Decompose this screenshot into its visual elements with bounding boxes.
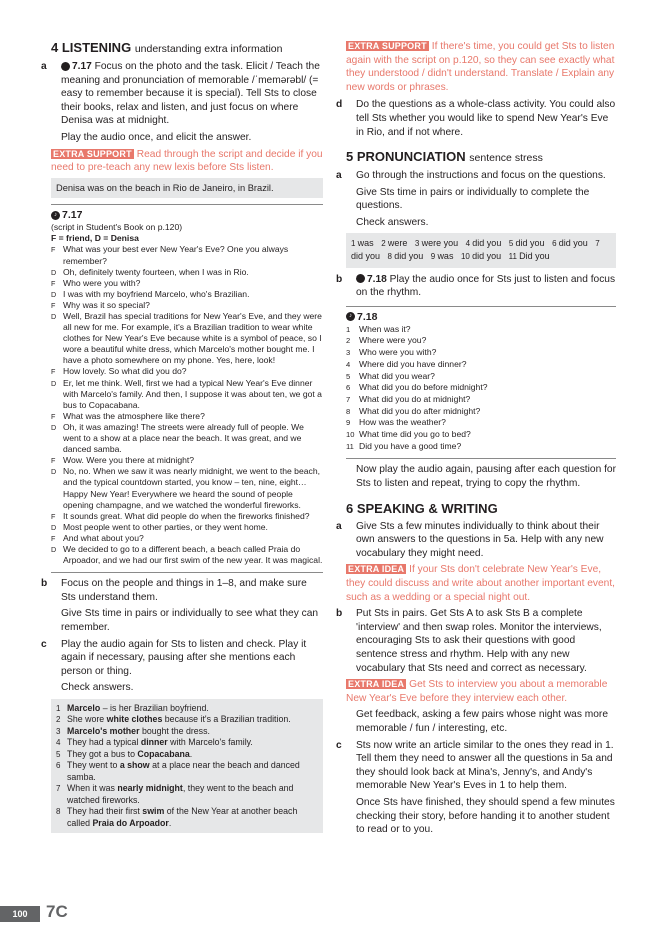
speaker-letter: D [51, 422, 57, 432]
script-line [51, 411, 323, 422]
answer-number: 6 [552, 238, 559, 248]
script-text: How was the weather? [359, 417, 446, 428]
script-text: No, no. When we saw it was nearly midnight, we went to the beach, and the typical countdown started, you know – ten, nine, eight…Happy New Year! Everywhere we heard the sound of people opening champagne, and we watched the wonderful fireworks. [63, 466, 320, 510]
script-line [346, 335, 616, 347]
answer-text: was [357, 237, 374, 248]
script-text: Why was it so special? [63, 299, 150, 310]
answer-text: Marcelo – is her Brazilian boyfriend. [67, 702, 209, 713]
script-line [346, 406, 616, 418]
page-number: 100 [0, 906, 40, 922]
answer-item [56, 760, 318, 783]
step-5a-3: Check answers. [356, 216, 429, 228]
answer-number: 4 [465, 238, 473, 248]
line-number: 8 [346, 406, 351, 416]
answer-text: They went to a show at a place near the beach and danced samba. [67, 760, 300, 782]
answer-text: did you [394, 251, 424, 262]
answer-item [509, 238, 545, 248]
line-number: 2 [346, 336, 351, 346]
answer-item [56, 806, 318, 829]
script-text: Who were you with? [63, 277, 141, 288]
script-line [346, 394, 616, 406]
script-718-heading: ♪ 7.18 [346, 311, 616, 324]
section-4-heading: 4 LISTENING understanding extra information [51, 40, 283, 55]
script-line [51, 278, 323, 289]
script-reference: (script in Student's Book on p.120) [51, 222, 183, 233]
answer-item [466, 238, 502, 248]
script-text: Where did you have dinner? [359, 358, 467, 369]
answer-item [56, 714, 318, 726]
extra-support-4: EXTRA SUPPORT Read through the script and decide if you need to pre-teach any new lexis before Sts listen. [51, 148, 323, 174]
extra-idea-1: EXTRA IDEA If your Sts don't celebrate New Year's Eve, they could discuss and write about another important event, such as a wedding or a special night out. [346, 564, 615, 603]
step-4b: b Focus on the people and things in 1–8, and make sure Sts understand them. [41, 578, 307, 603]
script-text: And what about you? [63, 532, 144, 543]
answer-text: Marcelo's mother bought the dress. [67, 725, 210, 736]
answer-text: They had their first swim of the New Year at another beach called Praia do Arpoador. [67, 806, 298, 828]
line-number: 5 [346, 371, 351, 381]
script-line [51, 267, 323, 278]
answer-item [552, 238, 588, 248]
script-line [51, 544, 323, 566]
script-text: What did you do before midnight? [359, 382, 488, 393]
answer-number: 8 [387, 252, 395, 262]
script-line [346, 429, 616, 441]
answer-text: did you [558, 237, 588, 248]
answer-item [56, 726, 318, 738]
answer-item [56, 737, 318, 749]
script-line [346, 417, 616, 429]
section-5-heading: 5 PRONUNCIATION sentence stress [346, 149, 543, 165]
answer-item [351, 238, 374, 248]
step-5b-after: Now play the audio again, pausing after each question for Sts to listen and repeat, trying to copy the rhythm. [356, 464, 616, 490]
script-line [51, 366, 323, 377]
script-line [51, 466, 323, 510]
extra-support-right: EXTRA SUPPORT If there's time, you could get Sts to listen again with the script on p.120, so they can see exactly what they understood / didn't understand. Translate / Explain any new words or phrases. [346, 41, 615, 93]
answer-number: 2 [381, 238, 388, 248]
script-line [51, 455, 323, 466]
audio-icon: ♪ [356, 274, 365, 283]
answer-number: 9 [430, 252, 438, 262]
answer-number: 1 [56, 703, 61, 713]
answer-item [56, 703, 318, 715]
answer-text: was [437, 251, 454, 262]
script-key: F = friend, D = Denisa [51, 233, 139, 244]
answer-text: did you [472, 237, 502, 248]
answer-item [56, 749, 318, 761]
speaker-letter: F [51, 300, 56, 310]
script-text: What was your best ever New Year's Eve? One you always remember? [63, 244, 289, 266]
speaker-letter: F [51, 533, 56, 543]
script-text: Most people went to other parties, or they went home. [63, 521, 268, 532]
step-5a-2: Give Sts time in pairs or individually to complete the questions. [356, 186, 590, 212]
script-text: Where were you? [359, 335, 427, 346]
line-number: 4 [346, 359, 351, 369]
script-text: What did you do at midnight? [359, 393, 471, 404]
answer-item [431, 251, 454, 261]
answer-number: 3 [414, 238, 422, 248]
answer-item [509, 251, 550, 261]
script-text: Who were you with? [359, 347, 437, 358]
extra-idea-2: EXTRA IDEA Get Sts to interview you about a memorable New Year's Eve before they interview each other. [346, 679, 608, 704]
answer-number: 4 [56, 738, 61, 748]
script-text: What did you do after midnight? [359, 405, 481, 416]
answer-text: were you [421, 237, 459, 248]
step-6c-2: Once Sts have finished, they should spend a few minutes checking their story, before handing it to another student to read or to you. [356, 796, 615, 836]
answer-number: 6 [56, 761, 61, 771]
answer-item [381, 238, 407, 248]
answer-item [56, 783, 318, 806]
line-number: 11 [346, 441, 354, 451]
answer-item [388, 251, 424, 261]
step-5b: b ♪ 7.18 Play the audio once for Sts just to listen and focus on the rhythm. [336, 273, 616, 299]
step-5a: a Go through the instructions and focus on the questions. [336, 170, 606, 182]
line-number: 1 [346, 324, 351, 334]
line-number: 9 [346, 418, 351, 428]
script-text: Oh, it was amazing! The streets were already full of people. We went to a show at a place near the beach. It was great, and we danced samba. [63, 421, 304, 455]
script-line [346, 371, 616, 383]
script-line [51, 289, 323, 300]
audio-icon: ♪ [51, 211, 60, 220]
script-line [51, 522, 323, 533]
script-text: What was the atmosphere like there? [63, 410, 205, 421]
script-line [51, 378, 323, 411]
script-718 [346, 324, 616, 453]
audio-icon: ♪ [61, 62, 70, 71]
step-4b-2: Give Sts time in pairs or individually to see what they can remember. [61, 608, 319, 633]
speaker-letter: D [51, 312, 57, 321]
step-4a-play: Play the audio once, and elicit the answer. [61, 131, 252, 143]
answer-text: did you [351, 251, 381, 262]
section-6-heading: 6 SPEAKING & WRITING [346, 500, 498, 516]
lesson-code: 7C [46, 902, 68, 921]
script-line [346, 441, 616, 453]
speaker-letter: F [51, 278, 56, 288]
answer-number: 5 [508, 238, 516, 248]
script-text: How lovely. So what did you do? [63, 366, 187, 377]
line-number: 3 [346, 348, 351, 358]
answer-number: 7 [595, 238, 600, 248]
answer-box-4c [51, 699, 323, 834]
speaker-letter: D [51, 544, 57, 554]
script-text: What time did you go to bed? [359, 429, 471, 440]
answer-text: When it was nearly midnight, they went to the beach and watched fireworks. [67, 783, 294, 805]
answer-text: They got a bus to Copacabana. [67, 748, 193, 759]
script-line [51, 244, 323, 266]
right-column [336, 40, 616, 840]
step-4a: a ♪ 7.17 Focus on the photo and the task. Elicit / Teach the meaning and pronunciation of memorable /ˈmemərəbl/ (= easy to remember because it is special). Tell Sts to close their books, relax and listen, and just focus on where Denisa was at midnight. [41, 61, 320, 127]
script-text: When was it? [359, 323, 411, 334]
answer-text: Did you [519, 251, 550, 262]
audio-icon: ♪ [346, 312, 355, 321]
line-number: 10 [346, 430, 355, 440]
answer-number: 10 [460, 252, 473, 262]
step-6a: a Give Sts a few minutes individually to think about their own answers to the questions in 5a. Help with any new vocabulary they might need. [336, 520, 604, 559]
answer-text: did you [472, 251, 502, 262]
script-line [51, 300, 323, 311]
script-line [51, 311, 323, 366]
line-number: 7 [346, 394, 351, 404]
script-line [346, 382, 616, 394]
answer-text: did you [515, 237, 545, 248]
step-6b-2: Get feedback, asking a few pairs whose night was more memorable / fun / interesting, etc. [356, 709, 608, 734]
script-line [51, 533, 323, 544]
script-text: Oh, definitely twenty fourteen, when I was in Rio. [63, 266, 249, 277]
speaker-letter: D [51, 522, 57, 532]
script-text: It sounds great. What did people do when the fireworks finished? [63, 510, 310, 521]
speaker-letter: D [51, 267, 57, 277]
speaker-letter: F [51, 411, 56, 421]
script-text: I was with my boyfriend Marcelo, who's Brazilian. [63, 288, 250, 299]
script-717-heading: ♪ 7.17 [51, 209, 323, 222]
step-4d: d Do the questions as a whole-class activity. You could also tell Sts whether you would like to spend New Year's Eve in Rio, and if not where. [336, 99, 616, 138]
line-number: 6 [346, 383, 351, 393]
answer-text: She wore white clothes because it's a Brazilian tradition. [67, 714, 291, 725]
answer-text: were [387, 237, 408, 248]
answer-number: 1 [351, 238, 358, 248]
answer-box-5a [346, 233, 616, 268]
answer-text: They had a typical dinner with Marcelo's family. [67, 737, 253, 748]
left-column [41, 40, 323, 833]
script-line [346, 359, 616, 371]
script-line [346, 347, 616, 359]
speaker-letter: F [51, 367, 56, 377]
answer-number: 8 [56, 807, 61, 817]
answer-number: 3 [56, 726, 61, 736]
answer-number: 2 [56, 715, 61, 725]
script-text: Wow. Were you there at midnight? [63, 455, 195, 466]
script-line [51, 511, 323, 522]
step-4c-2: Check answers. [61, 682, 134, 694]
script-text: We decided to go to a different beach, a beach called Praia do Arpoador, and we had our first swim of the new year. It was magical. [63, 543, 323, 566]
script-line [346, 324, 616, 336]
speaker-letter: D [51, 378, 57, 388]
step-6b: b Put Sts in pairs. Get Sts A to ask Sts B a complete 'interview' and then swap roles. Monitor the interviews, encouraging Sts to ask their questions with good sentence stress and rhythm. Help with any new vocabulary that Sts need and correct as necessary. [336, 608, 602, 674]
script-717 [51, 244, 323, 566]
script-text: Well, Brazil has special traditions for New Year's Eve, and they were all new for me. For example, it's a Brazilian tradition to wear white clothes for New Year's Eve because white is a symbol of peace, so I wore a beautiful white dress, which Marcelo's mother bought me. I have a photo somewhere on my phone. Yes, here, look! [63, 311, 322, 366]
answer-item [461, 251, 501, 261]
speaker-letter: D [51, 289, 57, 299]
script-text: What did you wear? [359, 370, 435, 381]
answer-number: 5 [56, 749, 61, 759]
answer-box-4a: Denisa was on the beach in Rio de Janeiro, in Brazil. [51, 178, 323, 199]
speaker-letter: F [51, 511, 56, 521]
answer-number: 7 [56, 784, 61, 794]
script-text: Er, let me think. Well, first we had a typical New Year's Eve dinner with Marcelo's family. And then, I suppose it was about ten, we got a bus to Copacabana. [63, 377, 322, 410]
script-line [51, 422, 323, 455]
script-text: Did you have a good time? [359, 440, 462, 451]
speaker-letter: D [51, 467, 57, 477]
speaker-letter: F [51, 245, 56, 255]
answer-item [415, 238, 458, 248]
step-4c: c Play the audio again for Sts to listen and check. Play it again if necessary, pausing after she mentions each person or thing. [41, 638, 307, 677]
speaker-letter: F [51, 456, 56, 466]
step-6c: c Sts now write an article similar to the ones they read in 1. Tell them they need to answer all the questions in 5a and they should look back at Mina's, Jenny's, and Andy's memorable New Year's Eves in 1 to help them. [336, 739, 614, 792]
answer-number: 11 [508, 252, 520, 262]
